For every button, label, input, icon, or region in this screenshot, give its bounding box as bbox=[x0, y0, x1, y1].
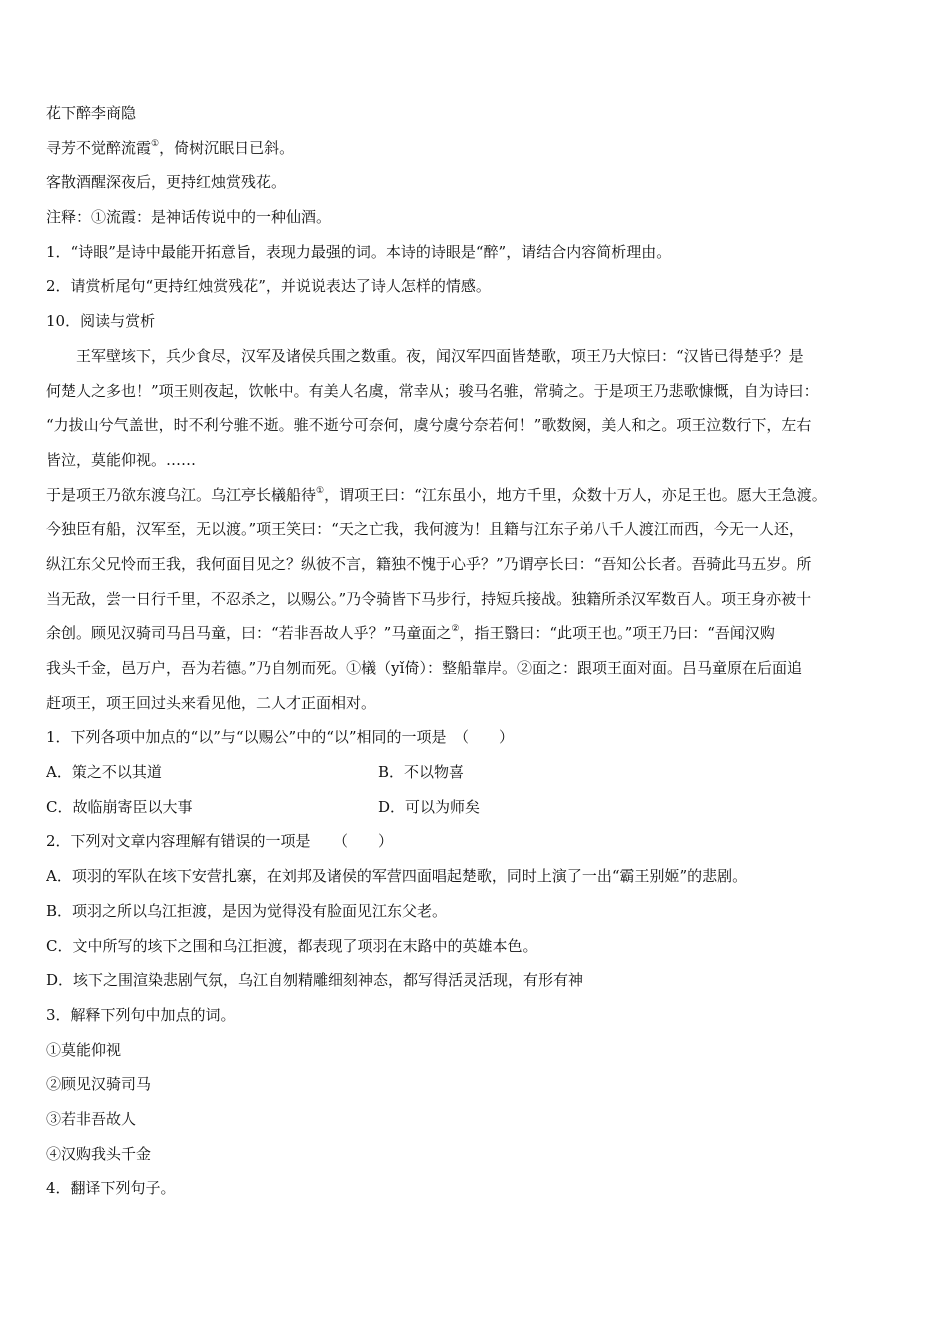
option-a: A．项羽的军队在垓下安营扎寨，在刘邦及诸侯的军营四面唱起楚歌，同时上演了一出“霸王别姬”的悲剧。 bbox=[46, 867, 748, 886]
option-c: C．文中所写的垓下之围和乌江拒渡，都表现了项羽在末路中的英雄本色。 bbox=[46, 936, 538, 955]
section-heading: 10．阅读与赏析 bbox=[46, 312, 156, 331]
passage-p2-line bbox=[46, 616, 908, 651]
option-a: A．策之不以其道 bbox=[46, 763, 162, 782]
passage-p2-line: 我头千金，邑万户，吾为若德。”乃自刎而死。①檥（yǐ倚）：整船靠岸。②面之：跟项王面对面。吕马童原在后面追 bbox=[46, 659, 802, 677]
passage-p1-line: “力拔山兮气盖世，时不利兮骓不逝。骓不逝兮可奈何，虞兮虞兮奈若何！”歌数阕，美人和之。项王泣数行下，左右 bbox=[46, 416, 812, 435]
passage-p1-line: 王军壁垓下，兵少食尽，汉军及诸侯兵围之数重。夜，闻汉军四面皆楚歌，项王乃大惊曰：“汉皆已得楚乎？是 bbox=[76, 346, 804, 365]
passage-p1-line: 皆泣，莫能仰视。…… bbox=[46, 450, 197, 469]
option-d: D．垓下之围渲染悲剧气氛，乌江自刎精雕细刻神态，都写得活灵活现，有形有神 bbox=[46, 971, 584, 990]
poem-line-1-text: 寻芳不觉醉流霞 bbox=[46, 138, 152, 157]
footnote-marker: ① bbox=[316, 485, 325, 496]
poem-note: 注释：①流霞：是神话传说中的一种仙酒。 bbox=[46, 208, 332, 227]
passage-p2-line: 赶项王，项王回过头来看见他，二人才正面相对。 bbox=[46, 693, 377, 712]
passage-text: ，指王翳曰：“此项王也。”项王乃曰：“吾闻汉购 bbox=[459, 624, 775, 643]
question-3-stem: 3．解释下列句中加点的词。 bbox=[46, 1005, 236, 1024]
passage-p2-line: 纵江东父兄怜而王我，我何面目见之？纵彼不言，籍独不愧于心乎？”乃谓亭长曰：“吾知公长者。吾骑此马五岁。所 bbox=[46, 554, 812, 573]
question-3-item: ③若非吾故人 bbox=[46, 1109, 137, 1128]
question-3-item: ④汉购我头千金 bbox=[46, 1144, 152, 1163]
passage-text: 余创。顾见汉骑司马吕马童，曰：“若非吾故人乎？”马童面之 bbox=[46, 624, 452, 643]
option-d: D．可以为师矣 bbox=[378, 797, 481, 816]
question-1-stem: 1．下列各项中加点的“以”与“以赐公”中的“以”相同的一项是 （ ） bbox=[46, 728, 515, 747]
question-2-stem: 2．下列对文章内容理解有错误的一项是 （ ） bbox=[46, 832, 394, 851]
poem-line-2: 客散酒醒深夜后，更持红烛赏残花。 bbox=[46, 173, 287, 192]
question-3-item: ②顾见汉骑司马 bbox=[46, 1075, 152, 1094]
poem-line-1-text-end: ，倚树沉眠日已斜。 bbox=[159, 138, 295, 157]
poem-question-1: 1．“诗眼”是诗中最能开拓意旨，表现力最强的词。本诗的诗眼是“醉”，请结合内容简析理由。 bbox=[46, 242, 672, 261]
footnote-marker: ② bbox=[451, 624, 460, 635]
passage-p2-line: 今独臣有船，汉军至，无以渡。”项王笑曰：“天之亡我，我何渡为！且籍与江东子弟八千人渡江而西，今无一人还， bbox=[46, 520, 804, 539]
poem-line-1 bbox=[46, 131, 908, 166]
question-1-options-row bbox=[46, 755, 908, 790]
question-3-item: ①莫能仰视 bbox=[46, 1040, 122, 1059]
passage-p2-line bbox=[46, 478, 908, 513]
option-b: B．不以物喜 bbox=[378, 763, 465, 782]
passage-text: 于是项王乃欲东渡乌江。乌江亭长檥船待 bbox=[46, 485, 317, 504]
question-1-options-row bbox=[46, 790, 908, 825]
passage-p1-line: 何楚人之多也！”项王则夜起，饮帐中。有美人名虞，常幸从；骏马名骓，常骑之。于是项王乃悲歌慷慨，自为诗曰： bbox=[46, 381, 819, 400]
option-c: C．故临崩寄臣以大事 bbox=[46, 797, 193, 816]
option-b: B．项羽之所以乌江拒渡，是因为觉得没有脸面见江东父老。 bbox=[46, 901, 448, 920]
question-4-stem: 4．翻译下列句子。 bbox=[46, 1179, 176, 1198]
passage-p2-line: 当无敌，尝一日行千里，不忍杀之，以赐公。”乃令骑皆下马步行，持短兵接战。独籍所杀汉军数百人。项王身亦被十 bbox=[46, 589, 812, 608]
document-page bbox=[46, 96, 908, 1206]
poem-title: 花下醉李商隐 bbox=[46, 104, 137, 122]
poem-question-2: 2．请赏析尾句“更持红烛赏残花”，并说说表达了诗人怎样的情感。 bbox=[46, 277, 491, 296]
passage-text: ，谓项王曰：“江东虽小，地方千里，众数十万人，亦足王也。愿大王急渡。 bbox=[324, 485, 827, 504]
footnote-marker: ① bbox=[151, 138, 160, 149]
